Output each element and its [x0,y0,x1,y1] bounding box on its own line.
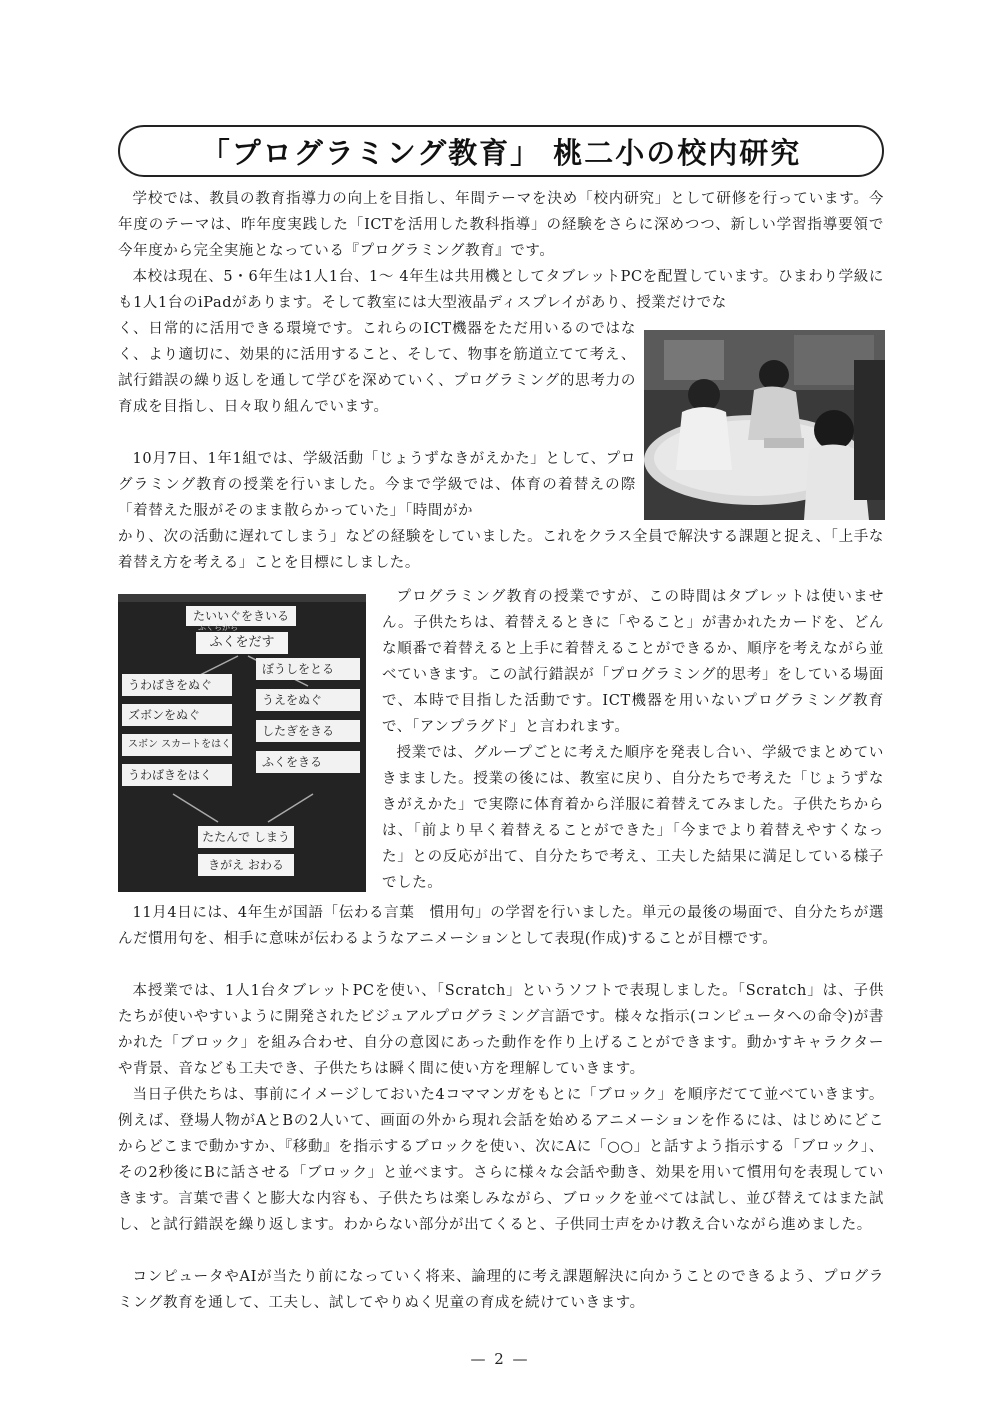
board-card-top2: ふくをだす [196,632,288,654]
page-number: — 2 — [470,1350,530,1368]
board-card: スボン スカートをはく [122,734,232,756]
paragraph-environment-cont: く、日常的に活用できる環境です。これらのICT機器をただ用いるのではなく、より適切に、効果的に活用すること、そして、物事を筋道立てて考え、試行錯誤の繰り返しを通して学びを深めていく、プログラミング的思考力の育成を目指し、日々取り組んでいます。 [118,321,636,415]
board-card: したぎをきる [256,720,360,742]
paragraph-environment: 本校は現在、5・6年生は1人1台、1～ 4年生は共用機としてタブレットPCを配置しています。ひまわり学級にも1人1台のiPadがあります。そして教室には大型液晶ディスプレイがあり、授業だけでな [118,269,884,311]
board-card-top2-small: ふくらから [198,623,238,632]
board-card: うわばきをはく [122,764,232,786]
classroom-photo [644,330,885,520]
paragraph-scratch: 本授業では、1人1台タブレットPCを使い、「Scratch」というソフトで表現しました。「Scratch」は、子供たちが使いやすいように開発されたビジュアルプログラミング言語です。様々な指示(コンピュータへの命令)が書かれた「ブロック」を組み合わせ、自分の意図にあった動作を作り上げることができます。動かすキャラクターや背景、音なども工夫でき、子供たちは瞬く間に使い方を理解していきます。 [118,983,884,1077]
board-card: ぼうしをとる [256,658,360,680]
title-banner [118,125,884,177]
board-card: うわばきをぬぐ [122,674,232,696]
paragraph-november-lesson: 11月4日には、4年生が国語「伝わる言葉 慣用句」の学習を行いました。単元の最後の場面で、自分たちが選んだ慣用句を、相手に意味が伝わるようなアニメーションとして表現(作成)することが目標です。 [118,905,884,947]
blackboard-photo [118,594,366,892]
paragraph-blocks: 当日子供たちは、事前にイメージしておいた4コママンガをもとに「ブロック」を順序だてて並べていきます。例えば、登場人物がAとBの2人いて、画面の外から現れ会話を始めるアニメーションを作るには、はじめにどこからどこまで動かすか、『移動』を指示するブロックを使い、次にAに「○○」と話すよう指示する「ブロック」、その2秒後にBに話させる「ブロック」と並べます。さらに様々な会話や動き、効果を用いて慣用句を表現していきます。言葉で書くと膨大な内容も、子供たちは楽しみながら、ブロックを並べては試し、並び替えてはまた試し、と試行錯誤を繰り返します。わからない部分が出てくると、子供同士声をかけ教え合いながら進めました。 [118,1087,885,1233]
paragraph-october-lesson: 10月7日、1年1組では、学級活動「じょうずなきがえかた」として、プログラミング教育の授業を行いました。今まで学級では、体育の着替えの際「着替えた服がそのまま散らかっていた」「時間がか [118,451,636,519]
paragraph-intro: 学校では、教員の教育指導力の向上を目指し、年間テーマを決め「校内研究」として研修を行っています。今年度のテーマは、昨年度実践した「ICTを活用した教科指導」の経験をさらに深めつつ、新しい学習指導要領で今年度から完全実施となっている『プログラミング教育』です。 [118,191,884,259]
board-cards-left [122,674,232,794]
board-card: ズボンをぬぐ [122,704,232,726]
board-cards-right [256,658,360,782]
board-card: うえをぬぐ [256,689,360,711]
page-title: 「プログラミング教育」 桃二小の校内研究 [200,135,802,170]
board-card-top1: たいいぐをきいる [186,606,296,626]
paragraph-unplugged: プログラミング教育の授業ですが、この時間はタブレットは使いません。子供たちは、着替えるときに「やること」が書かれたカードを、どんな順番で着替えると上手に着替えることができるか、順序を考えながら並べていきます。この試行錯誤が「プログラミング的思考」をしている場面で、本時で目指した活動です。ICT機器を用いないプログラミング教育で、「アンプラグド」と言われます。 [382,589,884,735]
board-card: ふくをきる [256,751,360,773]
board-card-bottom1: たたんで しまう [198,826,294,848]
paragraph-october-lesson-cont: かり、次の活動に遅れてしまう」などの経験をしていました。これをクラス全員で解決する課題と捉え、「上手な着替え方を考える」ことを目標にしました。 [118,529,884,571]
paragraph-lesson-result: 授業では、グループごとに考えた順序を発表し合い、学級でまとめていきまました。授業の後には、教室に戻り、自分たちで考えた「じょうずなきがえかた」で実際に体育着から洋服に着替えてみました。子供たちからは、「前より早く着替えることができた」「今までより着替えやすくなった」との反応が出て、自分たちで考え、工夫した結果に満足している様子でした。 [382,745,884,891]
paragraph-conclusion: コンピュータやAIが当たり前になっていく将来、論理的に考え課題解決に向かうことのできるよう、プログラミング教育を通して、工夫し、試してやりぬく児童の育成を続けていきます。 [118,1269,884,1311]
board-card-bottom2: きがえ おわる [198,854,294,876]
